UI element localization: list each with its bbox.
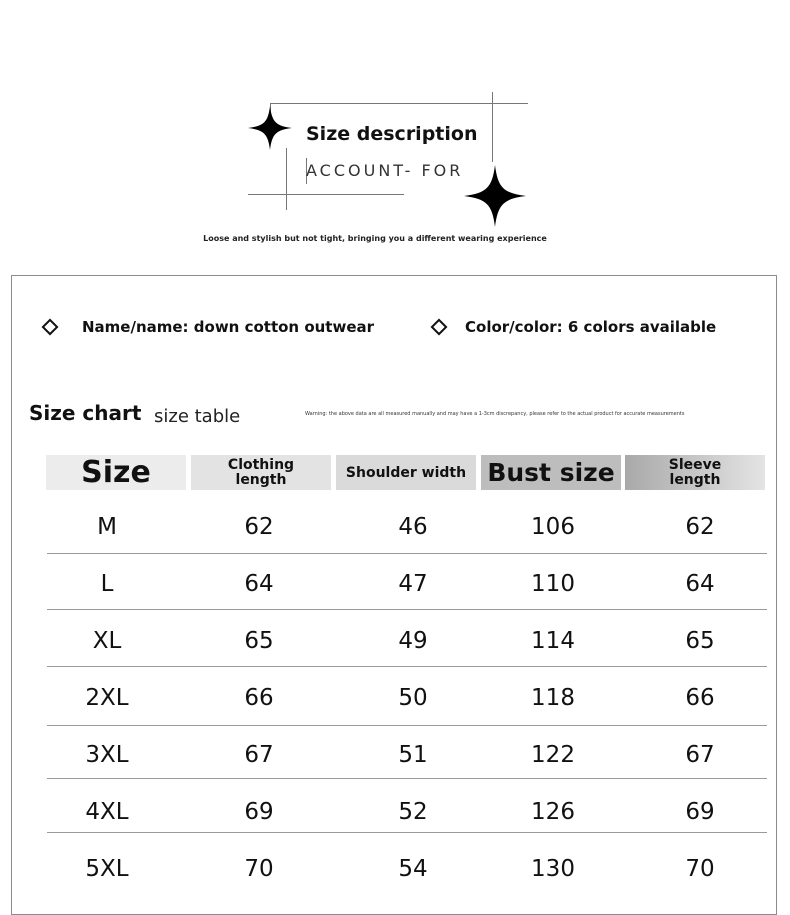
table-row [47, 669, 767, 726]
cell-shoulder-width: 49 [398, 627, 428, 654]
cell-sleeve-length: 69 [685, 798, 715, 825]
cell-size: 4XL [85, 798, 129, 825]
table-row [47, 612, 767, 669]
cell-bust-size: 110 [531, 570, 575, 597]
frame-line-left-lower [286, 148, 287, 210]
row-divider [47, 666, 767, 667]
cell-bust-size: 114 [531, 627, 575, 654]
header-clothing-length: Clothing length [191, 455, 331, 490]
product-color-label: Color/color: 6 colors available [465, 318, 717, 336]
cell-clothing-length: 69 [244, 798, 274, 825]
table-row [47, 555, 767, 612]
table-row [47, 840, 767, 897]
header-bust-size: Bust size [481, 455, 621, 490]
diamond-icon [431, 319, 448, 336]
row-divider [47, 832, 767, 833]
cell-clothing-length: 67 [244, 741, 274, 768]
cell-shoulder-width: 50 [398, 684, 428, 711]
cell-clothing-length: 70 [244, 855, 274, 882]
cell-sleeve-length: 67 [685, 741, 715, 768]
product-name-item [44, 318, 374, 336]
cell-clothing-length: 64 [244, 570, 274, 597]
table-row [47, 726, 767, 783]
frame-line-bottom [248, 194, 404, 195]
cell-sleeve-length: 65 [685, 627, 715, 654]
cell-size: 2XL [85, 684, 129, 711]
cell-clothing-length: 65 [244, 627, 274, 654]
cell-bust-size: 126 [531, 798, 575, 825]
cell-bust-size: 130 [531, 855, 575, 882]
cell-size: L [100, 570, 114, 597]
product-name-label: Name/name: down cotton outwear [82, 318, 375, 336]
cell-sleeve-length: 70 [685, 855, 715, 882]
diamond-icon [42, 319, 59, 336]
row-divider [47, 609, 767, 610]
product-color-item [433, 318, 716, 336]
row-divider [47, 553, 767, 554]
cell-shoulder-width: 51 [398, 741, 428, 768]
cell-bust-size: 106 [531, 513, 575, 540]
size-chart-title: Size chart [29, 401, 142, 425]
cell-shoulder-width: 46 [398, 513, 428, 540]
header-subtitle: ACCOUNT- FOR [306, 161, 464, 180]
cell-size: XL [92, 627, 122, 654]
measurement-warning: Warning: the above data are all measured manually and may have a 1-3cm discrepancy, please refer to the actual product for accurate measurements [305, 411, 685, 417]
header-sleeve-length: Sleeve length [625, 455, 765, 490]
cell-clothing-length: 62 [244, 513, 274, 540]
cell-shoulder-width: 47 [398, 570, 428, 597]
sparkle-small-icon [248, 106, 292, 150]
frame-line-top [270, 103, 528, 104]
cell-clothing-length: 66 [244, 684, 274, 711]
cell-sleeve-length: 66 [685, 684, 715, 711]
header-title: Size description [306, 123, 478, 145]
size-chart-subtitle: size table [154, 406, 241, 427]
header-tagline: Loose and stylish but not tight, bringing you a different wearing experience [203, 234, 547, 243]
table-row [47, 498, 767, 555]
header-size: Size [46, 455, 186, 490]
sparkle-large-icon [464, 165, 526, 227]
cell-sleeve-length: 64 [685, 570, 715, 597]
cell-size: 3XL [85, 741, 129, 768]
cell-shoulder-width: 54 [398, 855, 428, 882]
cell-size: M [97, 513, 117, 540]
cell-bust-size: 118 [531, 684, 575, 711]
frame-line-right [492, 92, 493, 162]
header-shoulder-width: Shoulder width [336, 455, 476, 490]
row-divider [47, 778, 767, 779]
cell-sleeve-length: 62 [685, 513, 715, 540]
cell-shoulder-width: 52 [398, 798, 428, 825]
cell-bust-size: 122 [531, 741, 575, 768]
cell-size: 5XL [85, 855, 129, 882]
